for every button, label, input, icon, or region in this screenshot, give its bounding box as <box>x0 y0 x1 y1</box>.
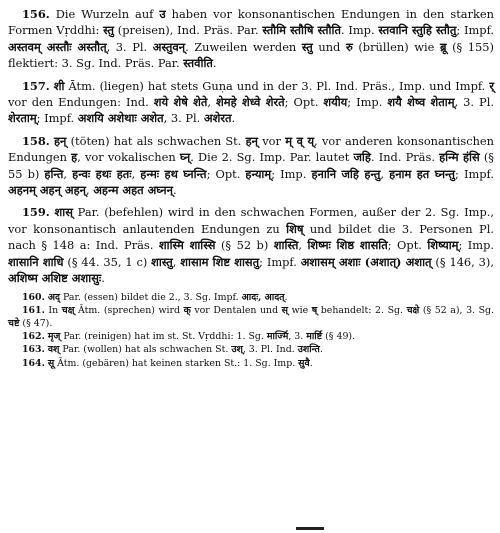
sanskrit-term: हन्मि हंसि <box>439 150 480 165</box>
sanskrit-term: क् <box>183 304 191 316</box>
text: Die Wurzeln auf <box>49 7 160 21</box>
text: vor <box>258 133 286 148</box>
sanskrit-term: जहि <box>353 150 371 165</box>
sanskrit-term: हनाम हत घ्नन्तु <box>389 166 456 181</box>
text: vor Dentalen und <box>190 304 282 316</box>
text: . Imp. <box>340 23 379 38</box>
text: (§ 49). <box>322 331 356 343</box>
sanskrit-term: र् <box>489 78 495 93</box>
text: ; Impf. <box>259 254 301 269</box>
sanskrit-term: अशिष्म अशिष्ट अशासुः <box>8 271 102 286</box>
text: , 3. Pl. <box>163 111 204 126</box>
text: (§ 44. 35, 1 c) <box>63 254 152 269</box>
text: . Die 2. Sg. Imp. Par. lautet <box>190 150 354 165</box>
text: . <box>172 183 177 198</box>
sanskrit-term: शास्तु <box>151 254 173 269</box>
sanskrit-term: आदः, आदत् <box>241 291 285 303</box>
text: Ātm. (liegen) hat stets Guṇa und in der 3. Pl. Ind. Präs., Imp. und Impf. <box>64 78 490 93</box>
sanskrit-term: हन्वः हथः हतः <box>72 166 132 181</box>
text: Par. (essen) bildet die 2., 3. Sg. Impf. <box>59 291 242 303</box>
sanskrit-term: मार्ज्मि <box>266 331 289 343</box>
text: Par. (befehlen) wird in den schwachen Formen, außer der 2. Sg. Imp., vor konsonantisch anlautenden Endungen zu <box>8 205 494 236</box>
sanskrit-term: रु <box>345 39 353 54</box>
sanskrit-term: चष्टे <box>8 317 20 329</box>
sanskrit-term: शास्ति <box>273 238 299 253</box>
sanskrit-term: हन्ति <box>44 166 64 181</box>
sanskrit-term: शिष् <box>286 221 304 236</box>
sanskrit-term: उशन्ति <box>297 344 320 356</box>
sanskrit-term: शेरताम् <box>8 111 37 126</box>
text: Par. (wollen) hat als schwachen St. <box>59 344 232 356</box>
text: Ātm. (gebären) hat keinen starken St.: 1. Sg. Imp. <box>54 357 299 369</box>
text: (§ 146, 3), <box>431 254 494 269</box>
section-number: 159. <box>22 205 50 220</box>
sanskrit-term: स्तु <box>103 23 115 38</box>
sanskrit-term: स्तवानि स्तुहि स्तौतु <box>378 23 457 38</box>
sanskrit-term: अशयि अशेथाः अशेत <box>77 111 164 126</box>
text: ; Opt. <box>387 238 428 253</box>
scan-artifact <box>296 527 324 530</box>
sanskrit-term: सुवै <box>298 357 310 369</box>
text: ; Opt. <box>284 95 324 110</box>
sanskrit-term: ब्रू <box>439 39 447 54</box>
sanskrit-term: शिष्याम् <box>427 238 459 253</box>
sanskrit-term: घ्न् <box>179 150 191 165</box>
text: , <box>207 95 217 110</box>
sanskrit-term: शासाम शिष्ट शासतु <box>180 254 260 269</box>
sanskrit-term: हन्मः हथ घ्नन्ति <box>140 166 207 181</box>
sanskrit-term: अशेरत <box>203 111 232 126</box>
text: behandelt: 2. Sg. <box>317 304 407 316</box>
text: . Zuweilen werden <box>185 39 302 54</box>
text: und <box>312 39 346 54</box>
sanskrit-term: अशासम् अशाः (अशात्) अशात् <box>300 254 432 269</box>
text: , <box>298 238 308 253</box>
text: , <box>63 166 73 181</box>
sanskrit-term: मृज् <box>47 331 61 343</box>
text: (§ 55 b) <box>8 150 494 181</box>
section-161 <box>8 304 494 330</box>
text: ; Impf. <box>36 111 78 126</box>
sanskrit-term: शिष्मः शिष्ठ शासति <box>307 238 388 253</box>
text: , 3. Pl. <box>106 39 153 54</box>
sanskrit-term: शयीय <box>323 95 348 110</box>
sanskrit-term: उ <box>159 7 166 21</box>
text: . <box>212 56 217 71</box>
text: ; Imp. <box>458 238 495 253</box>
sanskrit-term: उश् <box>231 344 243 356</box>
text: . <box>231 111 236 126</box>
section-163 <box>8 343 494 356</box>
sanskrit-term: अहन्म अहत अघ्नन् <box>93 183 173 198</box>
text: , 3. Pl. <box>454 95 494 110</box>
sanskrit-term: स् <box>281 304 289 316</box>
sanskrit-term: ह <box>71 150 78 165</box>
text: In <box>44 304 62 316</box>
sanskrit-term: शयै शेष्व शेताम् <box>387 95 455 110</box>
sanskrit-term: शास् <box>54 205 73 220</box>
sanskrit-term: शये शेषे शेते <box>153 95 208 110</box>
text: , <box>172 254 181 269</box>
text: , <box>380 166 390 181</box>
text: (§ 47). <box>19 317 53 329</box>
sanskrit-term: शेमहे शेध्वे शेरते <box>216 95 285 110</box>
text: . <box>319 344 323 356</box>
text: vor den Endungen: Ind. <box>8 95 154 110</box>
sanskrit-term: सू <box>47 357 55 369</box>
section-number: 163. <box>22 344 45 356</box>
text: , <box>85 183 94 198</box>
sanskrit-term: अस्तवम् अस्तौः अस्तौत् <box>8 39 107 54</box>
text: (§ 155) flektiert: 3. Sg. Ind. Präs. Par. <box>8 39 494 71</box>
text: ; Opt. <box>206 166 246 181</box>
text: . Ind. Präs. <box>370 150 440 165</box>
sanskrit-term: स्तु <box>301 39 313 54</box>
sanskrit-term: शासानि शाधि <box>8 254 64 269</box>
section-number: 160. <box>22 291 45 303</box>
text: (§ 52 a), 3. Sg. <box>419 304 495 316</box>
text: (§ 52 b) <box>215 238 274 253</box>
sanskrit-term: अहनम् अहन् अहन् <box>8 183 86 198</box>
sanskrit-term: अस्तुवन् <box>152 39 186 54</box>
section-157 <box>8 78 494 127</box>
text: ; Impf. <box>455 166 494 181</box>
sanskrit-term: चक्ष् <box>61 304 75 316</box>
section-164 <box>8 357 494 370</box>
section-number: 158. <box>22 133 50 148</box>
sanskrit-term: हन् <box>53 133 67 148</box>
section-158 <box>8 133 494 199</box>
text: , vor vokalischen <box>77 150 180 165</box>
sanskrit-term: वश् <box>47 344 60 356</box>
text: ; Imp. <box>271 166 312 181</box>
text: . <box>284 291 288 303</box>
section-number: 164. <box>22 357 45 369</box>
text: , <box>131 166 141 181</box>
text: Par. (reinigen) hat im st. St. Vṛddhi: 1. Sg. <box>60 331 267 343</box>
sanskrit-term: ष् <box>311 304 318 316</box>
text: , vor anderen konsonantischen Endungen <box>8 133 495 165</box>
section-160 <box>8 291 494 304</box>
text: Ātm. (sprechen) wird <box>74 304 184 316</box>
text: . <box>101 271 105 286</box>
sanskrit-term: शी <box>53 78 65 93</box>
text: wie <box>288 304 312 316</box>
section-number: 162. <box>22 331 45 343</box>
text: (brüllen) wie <box>352 39 440 54</box>
sanskrit-term: मार्ष्टि <box>306 331 323 343</box>
text: , 3. Pl. Ind. <box>242 344 298 356</box>
text: ; Impf. <box>456 23 494 38</box>
sanskrit-term: म् व् य् <box>285 133 315 148</box>
text: haben vor konsonantischen Endungen in den starken Formen Vṛddhi: <box>8 7 495 38</box>
text: . <box>309 357 313 369</box>
section-number: 161. <box>22 304 45 316</box>
text: , 3. <box>288 331 307 343</box>
sanskrit-term: शास्मि शास्सि <box>158 238 216 253</box>
text: ; Imp. <box>347 95 388 110</box>
text: und bildet die 3. Personen Pl. nach § 148 a: Ind. Präs. <box>8 221 494 253</box>
sanskrit-term: चक्षे <box>406 304 420 316</box>
sanskrit-term: स्तवीति <box>183 56 213 71</box>
section-number: 157. <box>22 78 50 93</box>
section-156 <box>8 6 494 72</box>
sanskrit-term: हन् <box>245 133 258 148</box>
sanskrit-term: हनानि जहि हन्तु <box>311 166 381 181</box>
text: (töten) hat als schwachen St. <box>66 133 246 148</box>
section-159 <box>8 204 494 286</box>
sanskrit-term: हन्याम् <box>245 166 272 181</box>
section-number: 156. <box>22 7 50 21</box>
section-162 <box>8 330 494 343</box>
sanskrit-term: स्तौमि स्तौषि स्तौति <box>262 23 341 38</box>
text: (preisen), Ind. Präs. Par. <box>114 23 263 38</box>
sanskrit-term: अद् <box>47 291 60 303</box>
